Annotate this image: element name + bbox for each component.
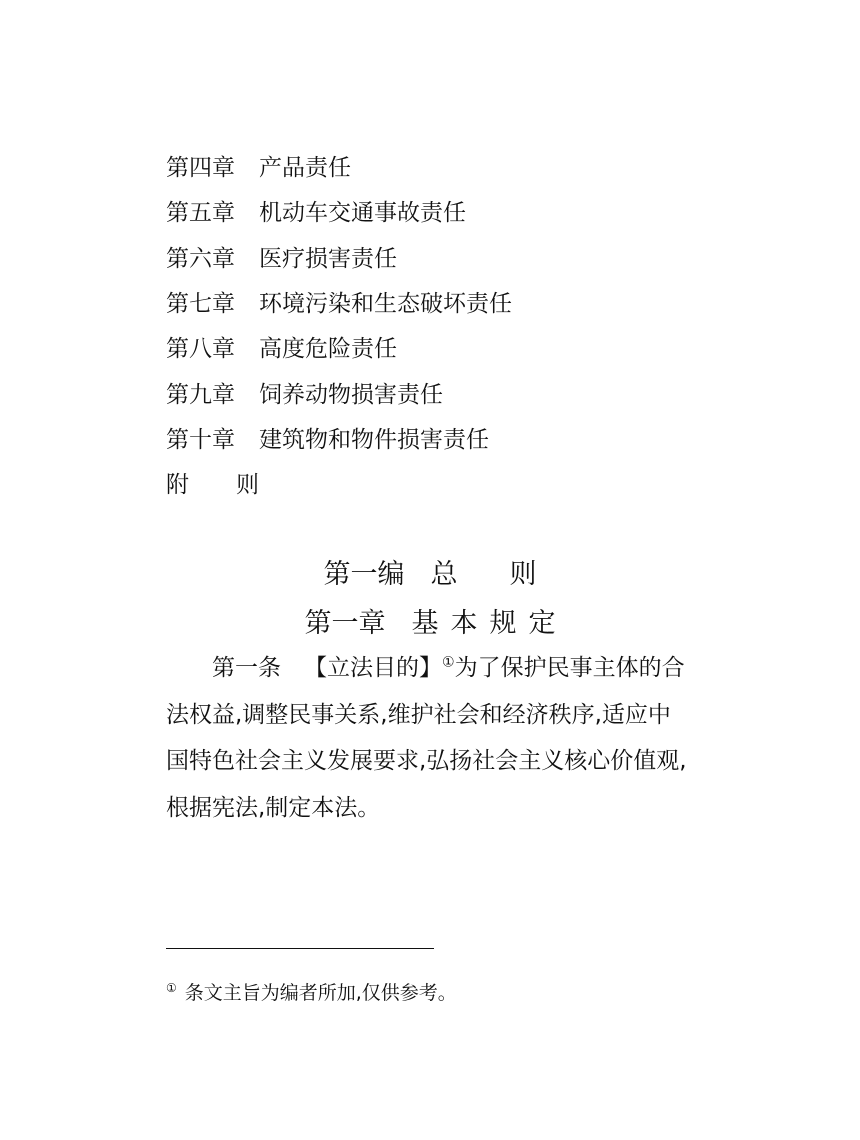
part-word-2: 则 <box>509 559 537 590</box>
article-line: 法权益,调整民事关系,维护社会和经济秩序,适应中 <box>166 701 671 728</box>
article-line <box>166 645 696 692</box>
toc-item <box>166 143 512 188</box>
toc-item <box>166 324 512 369</box>
appendix-char-2: 则 <box>236 472 259 499</box>
toc-chapter-title: 建筑物和物件损害责任 <box>259 426 489 453</box>
chapter-title-char: 规 <box>489 608 517 639</box>
toc-item <box>166 415 512 460</box>
toc-chapter-number: 第五章 <box>166 200 235 227</box>
toc-item <box>166 234 512 279</box>
toc-chapter-number: 第八章 <box>166 336 235 363</box>
article-number: 第一条 <box>212 655 281 681</box>
footnote-marker: ① <box>166 980 177 995</box>
article-text: 为了保护民事主体的合 <box>454 655 685 681</box>
toc-chapter-title: 医疗损害责任 <box>259 245 397 272</box>
toc-chapter-number: 第七章 <box>166 291 235 318</box>
article-heading: 【立法目的】 <box>304 655 442 681</box>
chapter-title-char: 定 <box>528 608 556 639</box>
article-body <box>166 645 696 831</box>
footnote <box>166 978 457 1005</box>
part-number: 第一编 <box>323 559 405 590</box>
footnote-divider <box>166 948 434 949</box>
toc-chapter-title: 产品责任 <box>259 155 351 182</box>
article-line: 国特色社会主义发展要求,弘扬社会主义核心价值观, <box>166 748 687 774</box>
table-of-contents <box>166 143 512 505</box>
chapter-title-char: 本 <box>450 608 478 639</box>
appendix-char-1: 附 <box>166 472 189 499</box>
part-word-1: 总 <box>430 559 458 590</box>
toc-item <box>166 369 512 414</box>
article-line: 根据宪法,制定本法。 <box>166 794 381 821</box>
chapter-title <box>0 601 860 640</box>
toc-chapter-number: 第六章 <box>166 245 235 272</box>
toc-item-appendix <box>166 460 512 505</box>
toc-chapter-number: 第四章 <box>166 155 235 182</box>
chapter-number: 第一章 <box>304 608 386 639</box>
toc-chapter-title: 饲养动物损害责任 <box>259 381 443 408</box>
part-title <box>0 552 860 591</box>
footnote-text: 条文主旨为编者所加,仅供参考。 <box>184 982 457 1004</box>
toc-item <box>166 188 512 233</box>
footnote-reference[interactable]: ① <box>442 654 455 671</box>
toc-chapter-number: 第九章 <box>166 381 235 408</box>
toc-chapter-number: 第十章 <box>166 426 235 453</box>
toc-chapter-title: 高度危险责任 <box>259 336 397 363</box>
toc-chapter-title: 环境污染和生态破坏责任 <box>259 291 512 318</box>
toc-item <box>166 279 512 324</box>
toc-chapter-title: 机动车交通事故责任 <box>259 200 466 227</box>
chapter-title-char: 基 <box>411 608 439 639</box>
